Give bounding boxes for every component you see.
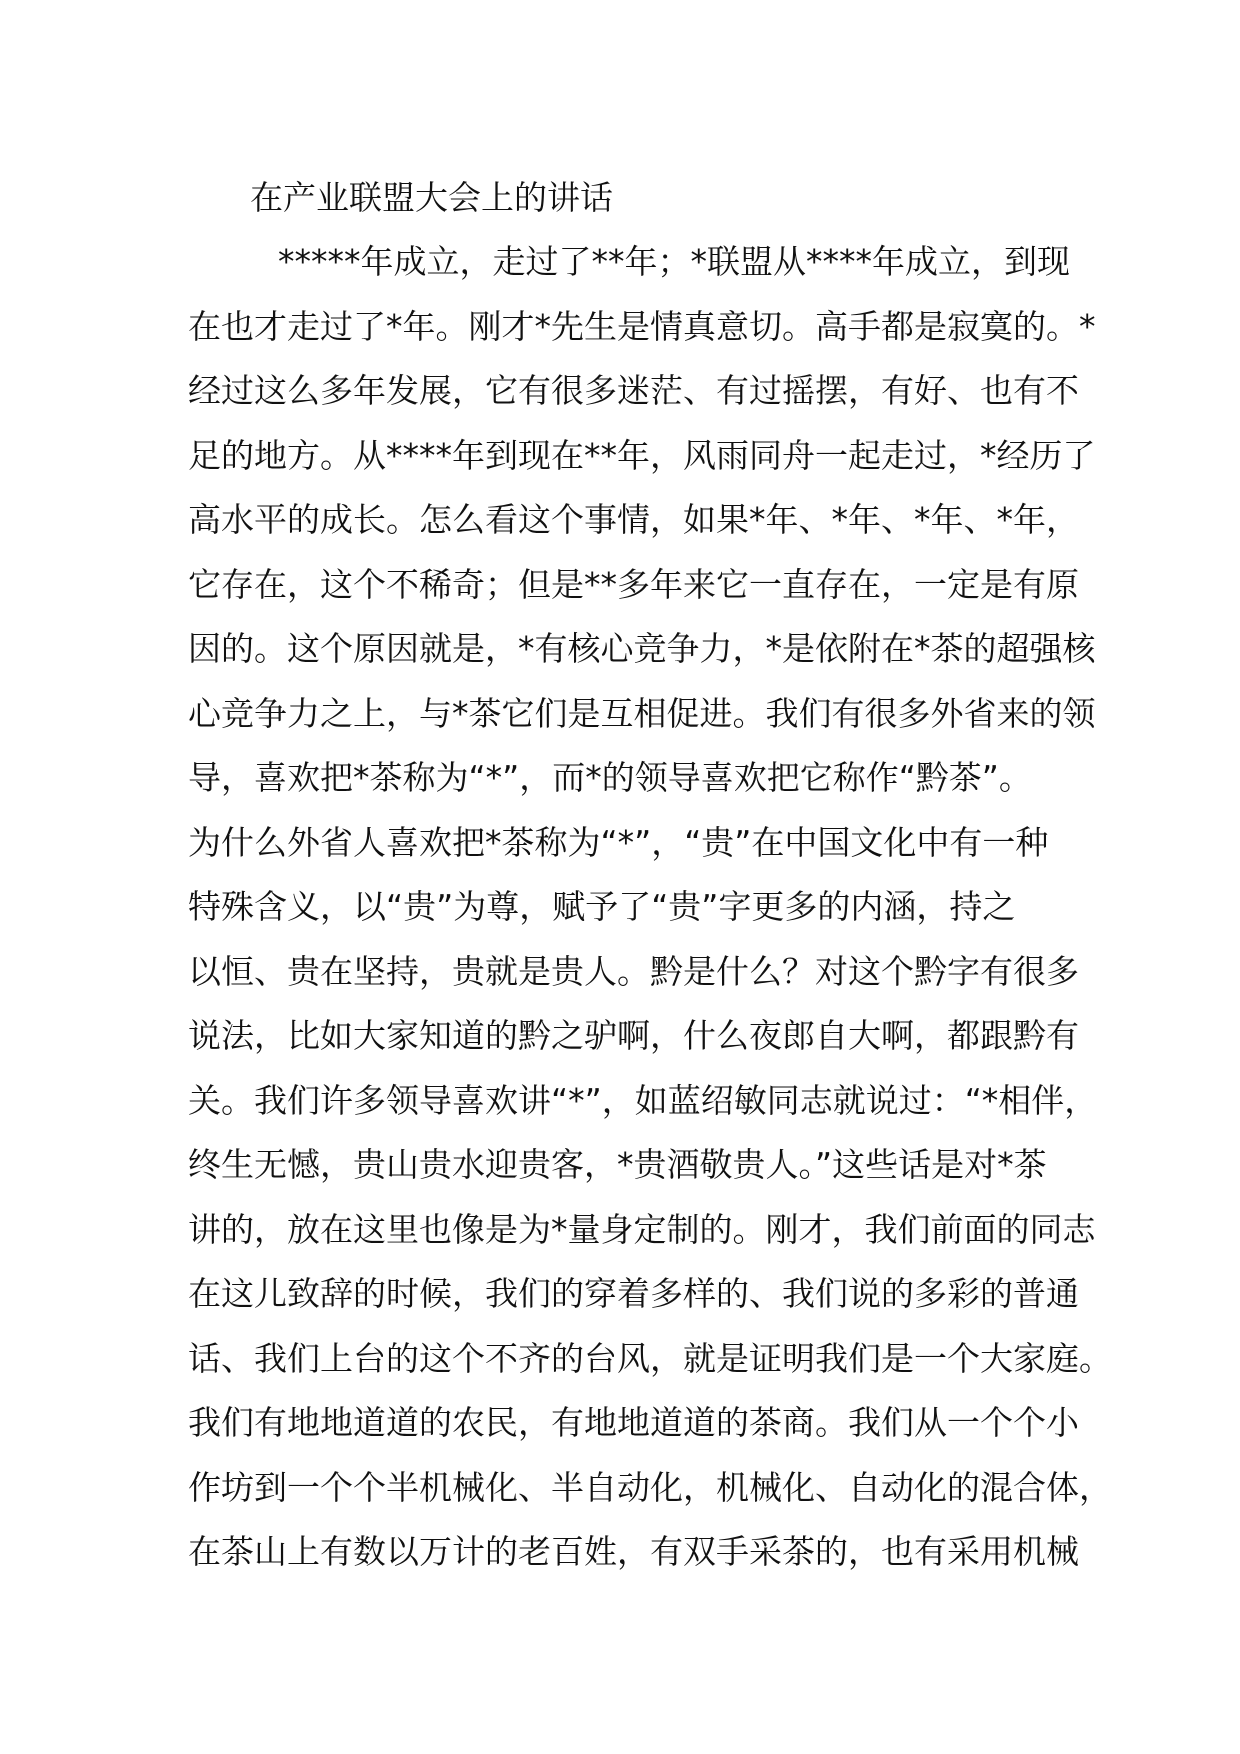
body-line: 因的。这个原因就是，*有核心竞争力，*是依附在*茶的超强核 bbox=[188, 629, 1096, 668]
body-line: 讲的，放在这里也像是为*量身定制的。刚才，我们前面的同志 bbox=[188, 1209, 1096, 1249]
body-line: 经过这么多年发展，它有很多迷茫、有过摇摆，有好、也有不 bbox=[188, 371, 1079, 410]
document-title: 在产业联盟大会上的讲话 bbox=[250, 178, 613, 217]
body-line: 以恒、贵在坚持，贵就是贵人。黔是什么？对这个黔字有很多 bbox=[188, 951, 1079, 991]
body-line: 在茶山上有数以万计的老百姓，有双手采茶的，也有采用机械 bbox=[188, 1532, 1079, 1571]
body-line: 关。我们许多领导喜欢讲“*”，如蓝绍敏同志就说过：“*相伴， bbox=[188, 1080, 1098, 1120]
document-body bbox=[188, 236, 1112, 1591]
body-line: 导，喜欢把*茶称为“*”，而*的领导喜欢把它称作“黔茶”。 bbox=[188, 758, 1032, 797]
body-line: 作坊到一个个半机械化、半自动化，机械化、自动化的混合体， bbox=[188, 1467, 1112, 1507]
body-line: 为什么外省人喜欢把*茶称为“*”，“贵”在中国文化中有一种 bbox=[188, 822, 1049, 862]
body-line: 终生无憾，贵山贵水迎贵客，*贵酒敬贵人。”这些话是对*茶 bbox=[188, 1145, 1047, 1184]
body-line: 高水平的成长。怎么看这个事情，如果*年、*年、*年、*年， bbox=[188, 500, 1079, 539]
body-line: 心竞争力之上，与*茶它们是互相促进。我们有很多外省来的领 bbox=[188, 693, 1096, 733]
body-line: 说法，比如大家知道的黔之驴啊，什么夜郎自大啊，都跟黔有 bbox=[188, 1016, 1079, 1055]
body-line: 特殊含义，以“贵”为尊，赋予了“贵”字更多的内涵，持之 bbox=[188, 887, 1016, 926]
body-line: *****年成立，走过了**年；*联盟从****年成立，到现 bbox=[278, 242, 1070, 281]
body-line: 足的地方。从****年到现在**年，风雨同舟一起走过，*经历了 bbox=[188, 435, 1096, 475]
body-line: 话、我们上台的这个不齐的台风，就是证明我们是一个大家庭。 bbox=[188, 1338, 1112, 1378]
body-line: 我们有地地道道的农民，有地地道道的茶商。我们从一个个小 bbox=[188, 1403, 1079, 1442]
body-line: 在也才走过了*年。刚才*先生是情真意切。高手都是寂寞的。* bbox=[188, 306, 1096, 346]
body-line: 在这儿致辞的时候，我们的穿着多样的、我们说的多彩的普通 bbox=[188, 1274, 1079, 1313]
body-line: 它存在，这个不稀奇；但是**多年来它一直存在，一定是有原 bbox=[188, 564, 1079, 604]
